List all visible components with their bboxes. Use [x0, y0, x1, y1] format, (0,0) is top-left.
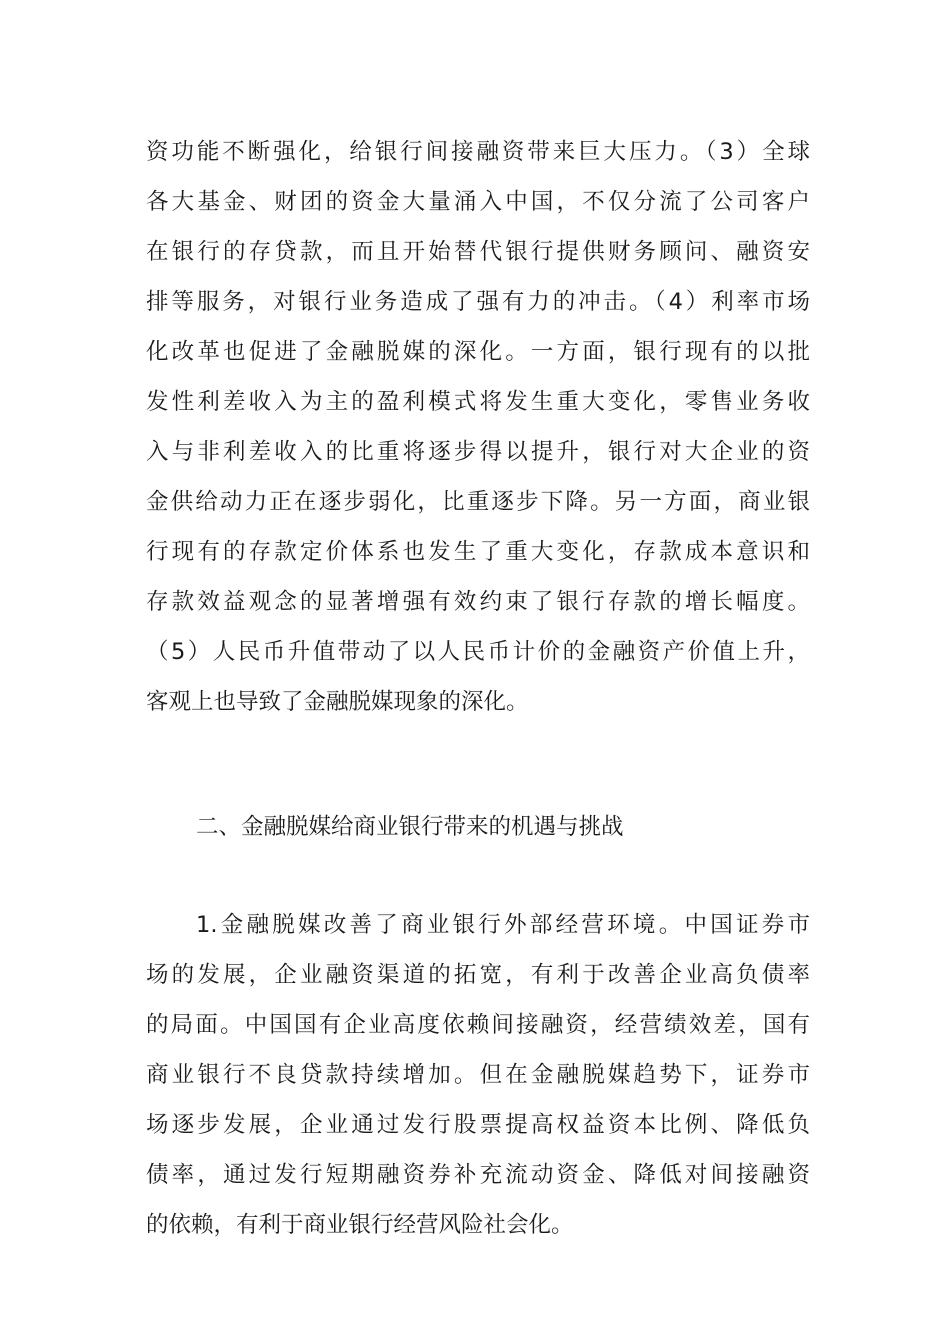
paragraph-1-line: 行现有的存款定价体系也发生了重大变化，存款成本意识和 — [146, 539, 810, 565]
paragraph-1 — [146, 127, 810, 727]
paragraph-1-line: （5）人民币升值带动了以人民币计价的金融资产价值上升， — [146, 639, 810, 665]
paragraph-2-line: 的依赖，有利于商业银行经营风险社会化。 — [146, 1212, 574, 1238]
paragraph-2-line: 1.金融脱媒改善了商业银行外部经营环境。中国证券市 — [196, 912, 810, 938]
spacer — [146, 727, 810, 802]
paragraph-1-line: 资功能不断强化，给银行间接融资带来巨大压力。（3）全球 — [146, 139, 810, 165]
spacer — [146, 852, 810, 900]
paragraph-2-line: 场逐步发展，企业通过发行股票提高权益资本比例、降低负 — [146, 1112, 810, 1138]
paragraph-1-line: 存款效益观念的显著增强有效约束了银行存款的增长幅度。 — [146, 589, 810, 615]
paragraph-2-line: 的局面。中国国有企业高度依赖间接融资，经营绩效差，国有 — [146, 1012, 810, 1038]
paragraph-2-line: 商业银行不良贷款持续增加。但在金融脱媒趋势下，证券市 — [146, 1062, 810, 1088]
paragraph-2 — [146, 900, 810, 1250]
section-heading: 二、金融脱媒给商业银行带来的机遇与挑战 — [196, 814, 624, 840]
document-body — [146, 127, 810, 1250]
paragraph-1-line: 金供给动力正在逐步弱化，比重逐步下降。另一方面，商业银 — [146, 489, 810, 515]
paragraph-1-line: 排等服务，对银行业务造成了强有力的冲击。（4）利率市场 — [146, 289, 810, 315]
paragraph-1-line: 客观上也导致了金融脱媒现象的深化。 — [146, 689, 529, 715]
paragraph-2-line: 场的发展，企业融资渠道的拓宽，有利于改善企业高负债率 — [146, 962, 810, 988]
paragraph-1-line: 在银行的存贷款，而且开始替代银行提供财务顾问、融资安 — [146, 239, 810, 265]
paragraph-1-line: 化改革也促进了金融脱媒的深化。一方面，银行现有的以批 — [146, 339, 810, 365]
paragraph-1-line: 入与非利差收入的比重将逐步得以提升，银行对大企业的资 — [146, 439, 810, 465]
paragraph-1-line: 发性利差收入为主的盈利模式将发生重大变化，零售业务收 — [146, 389, 810, 415]
paragraph-2-line: 债率，通过发行短期融资券补充流动资金、降低对间接融资 — [146, 1162, 810, 1188]
paragraph-1-line: 各大基金、财团的资金大量涌入中国，不仅分流了公司客户 — [146, 189, 810, 215]
